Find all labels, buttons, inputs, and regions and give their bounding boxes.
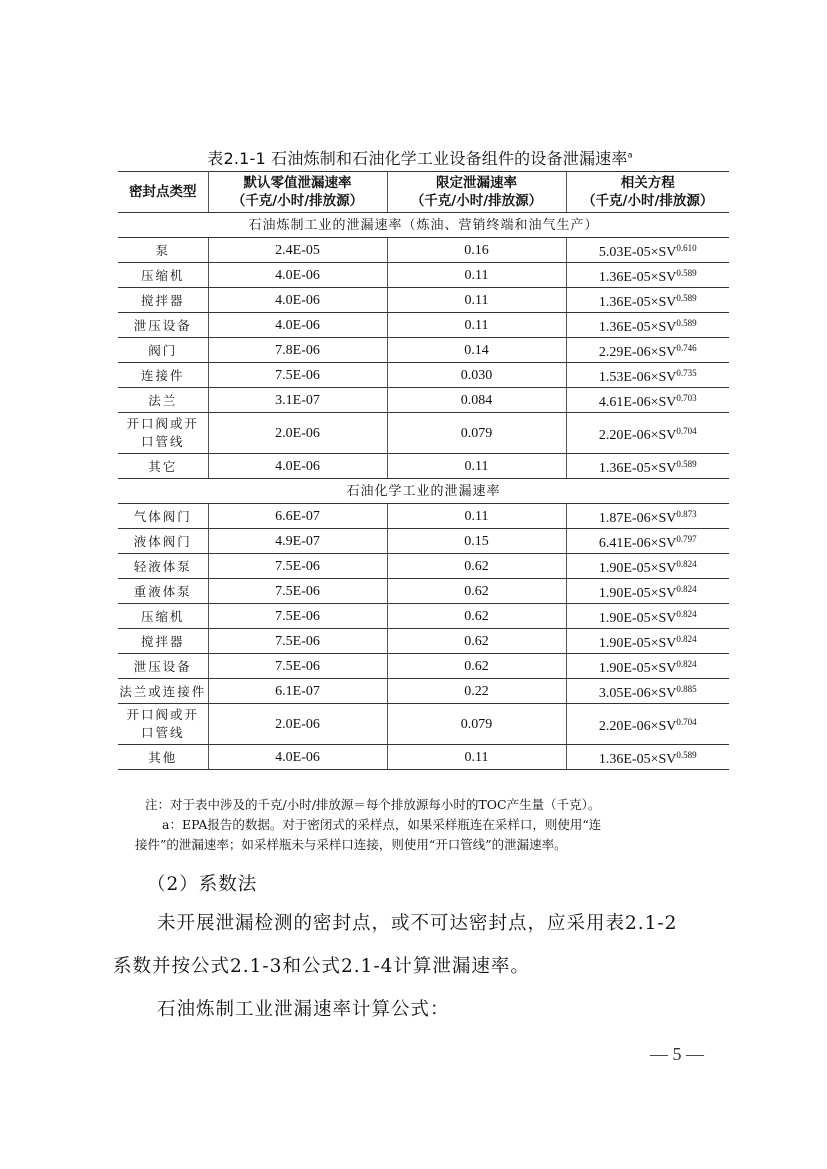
table-section-row (118, 213, 729, 238)
cell-seal-type: 搅拌器 (118, 288, 208, 313)
equation-base: 4.61E-06×SV (598, 394, 677, 410)
cell-seal-type: 法兰 (118, 388, 208, 413)
equation-base: 1.36E-05×SV (598, 751, 677, 767)
cell-correlation-equation (566, 704, 729, 745)
cell-default-zero-rate: 7.5E-06 (208, 579, 387, 604)
equation-exponent: 0.589 (676, 317, 697, 328)
paragraph-line-2: 系数并按公式2.1-3和公式2.1-4计算泄漏速率。 (113, 956, 530, 977)
cell-seal-type: 重液体泵 (118, 579, 208, 604)
equation-exponent: 0.824 (676, 558, 697, 569)
table-row (118, 604, 729, 629)
equation-base: 1.87E-06×SV (598, 510, 677, 526)
table-row (118, 629, 729, 654)
equation-exponent: 0.589 (676, 749, 697, 760)
equation-base: 1.36E-05×SV (598, 319, 677, 335)
equation-base: 5.03E-05×SV (598, 244, 677, 260)
cell-seal-type: 压缩机 (118, 263, 208, 288)
equation-exponent: 0.704 (676, 425, 697, 436)
equation-base: 1.36E-05×SV (598, 294, 677, 310)
cell-pegged-rate: 0.11 (387, 313, 566, 338)
equation-exponent: 0.610 (676, 242, 697, 253)
cell-default-zero-rate: 6.6E-07 (208, 504, 387, 529)
cell-seal-type: 开口阀或开 口管线 (118, 704, 208, 745)
table-row (118, 338, 729, 363)
cell-correlation-equation (566, 363, 729, 388)
cell-pegged-rate: 0.11 (387, 263, 566, 288)
equation-exponent: 0.873 (676, 508, 697, 519)
cell-pegged-rate: 0.16 (387, 238, 566, 263)
table-row (118, 413, 729, 454)
cell-correlation-equation (566, 288, 729, 313)
table-row (118, 504, 729, 529)
cell-default-zero-rate: 4.0E-06 (208, 288, 387, 313)
cell-seal-type: 压缩机 (118, 604, 208, 629)
cell-seal-type: 轻液体泵 (118, 554, 208, 579)
cell-seal-type: 连接件 (118, 363, 208, 388)
cell-pegged-rate: 0.62 (387, 654, 566, 679)
table-section-row (118, 479, 729, 504)
table-row (118, 704, 729, 745)
table-row (118, 288, 729, 313)
cell-correlation-equation (566, 413, 729, 454)
cell-seal-type: 泄压设备 (118, 654, 208, 679)
equation-exponent: 0.589 (676, 292, 697, 303)
cell-seal-type: 泄压设备 (118, 313, 208, 338)
equation-exponent: 0.589 (676, 267, 697, 278)
cell-default-zero-rate: 4.0E-06 (208, 313, 387, 338)
equation-base: 1.90E-05×SV (598, 660, 677, 676)
cell-seal-type: 液体阀门 (118, 529, 208, 554)
equation-exponent: 0.824 (676, 583, 697, 594)
cell-pegged-rate: 0.030 (387, 363, 566, 388)
equation-base: 1.53E-06×SV (598, 369, 677, 385)
table-row (118, 388, 729, 413)
equation-exponent: 0.704 (676, 716, 697, 727)
table-row (118, 313, 729, 338)
cell-correlation-equation (566, 529, 729, 554)
cell-correlation-equation (566, 454, 729, 479)
equation-base: 1.90E-05×SV (598, 610, 677, 626)
cell-pegged-rate: 0.11 (387, 288, 566, 313)
table-row (118, 263, 729, 288)
table-row (118, 363, 729, 388)
cell-default-zero-rate: 4.9E-07 (208, 529, 387, 554)
table-row (118, 454, 729, 479)
equation-exponent: 0.797 (676, 533, 697, 544)
cell-correlation-equation (566, 654, 729, 679)
section-title: 石油化学工业的泄漏速率 (118, 479, 729, 504)
cell-pegged-rate: 0.62 (387, 629, 566, 654)
header-default-zero-rate: 默认零值泄漏速率 （千克/小时/排放源） (208, 172, 387, 213)
table-row (118, 238, 729, 263)
cell-pegged-rate: 0.079 (387, 704, 566, 745)
cell-pegged-rate: 0.62 (387, 554, 566, 579)
cell-pegged-rate: 0.084 (387, 388, 566, 413)
cell-pegged-rate: 0.11 (387, 504, 566, 529)
cell-correlation-equation (566, 504, 729, 529)
cell-seal-type: 搅拌器 (118, 629, 208, 654)
cell-pegged-rate: 0.22 (387, 679, 566, 704)
cell-correlation-equation (566, 238, 729, 263)
table-caption-footnote-mark: a (627, 150, 633, 160)
equation-base: 1.36E-05×SV (598, 269, 677, 285)
cell-correlation-equation (566, 679, 729, 704)
paragraph-formula-intro: 石油炼制工业泄漏速率计算公式： (157, 999, 450, 1020)
equation-base: 1.90E-05×SV (598, 585, 677, 601)
table-note-units: 注：对于表中涉及的千克/小时/排放源＝每个排放源每小时的TOC产生量（千克）。 (145, 797, 601, 812)
equation-exponent: 0.824 (676, 633, 697, 644)
table-row (118, 554, 729, 579)
table-header-row (118, 172, 729, 213)
table-caption-title: 表2.1-1 石油炼制和石油化学工业设备组件的设备泄漏速率 (207, 149, 628, 168)
cell-default-zero-rate: 2.0E-06 (208, 413, 387, 454)
cell-default-zero-rate: 3.1E-07 (208, 388, 387, 413)
cell-default-zero-rate: 2.4E-05 (208, 238, 387, 263)
table-note-a-line2: 接件”的泄漏速率；如采样瓶未与采样口连接，则使用“开口管线”的泄漏速率。 (135, 837, 567, 852)
table-row (118, 679, 729, 704)
table-row (118, 745, 729, 770)
section-heading: （2）系数法 (147, 874, 258, 895)
cell-correlation-equation (566, 745, 729, 770)
cell-pegged-rate: 0.15 (387, 529, 566, 554)
table-note-a-line1: a：EPA报告的数据。对于密闭式的采样点，如果采样瓶连在采样口，则使用“连 (162, 817, 602, 832)
cell-seal-type: 其它 (118, 454, 208, 479)
cell-correlation-equation (566, 263, 729, 288)
cell-pegged-rate: 0.62 (387, 604, 566, 629)
equation-exponent: 0.589 (676, 458, 697, 469)
cell-default-zero-rate: 2.0E-06 (208, 704, 387, 745)
table-row (118, 529, 729, 554)
equation-base: 1.90E-05×SV (598, 635, 677, 651)
table-caption (110, 146, 730, 169)
header-correlation-equation: 相关方程 （千克/小时/排放源） (566, 172, 729, 213)
cell-default-zero-rate: 7.5E-06 (208, 363, 387, 388)
cell-default-zero-rate: 7.8E-06 (208, 338, 387, 363)
cell-seal-type: 阀门 (118, 338, 208, 363)
cell-seal-type: 开口阀或开 口管线 (118, 413, 208, 454)
cell-default-zero-rate: 7.5E-06 (208, 554, 387, 579)
cell-seal-type: 泵 (118, 238, 208, 263)
cell-pegged-rate: 0.11 (387, 454, 566, 479)
equation-exponent: 0.824 (676, 608, 697, 619)
equation-base: 3.05E-06×SV (598, 685, 677, 701)
header-pegged-rate: 限定泄漏速率 （千克/小时/排放源） (387, 172, 566, 213)
cell-default-zero-rate: 7.5E-06 (208, 629, 387, 654)
cell-correlation-equation (566, 604, 729, 629)
equation-base: 1.36E-05×SV (598, 460, 677, 476)
equation-base: 2.20E-06×SV (598, 718, 677, 734)
header-seal-type: 密封点类型 (118, 172, 208, 213)
cell-default-zero-rate: 7.5E-06 (208, 654, 387, 679)
cell-default-zero-rate: 6.1E-07 (208, 679, 387, 704)
table-row (118, 654, 729, 679)
equation-exponent: 0.703 (676, 392, 697, 403)
equation-exponent: 0.746 (676, 342, 697, 353)
cell-pegged-rate: 0.079 (387, 413, 566, 454)
cell-correlation-equation (566, 388, 729, 413)
page-number: — 5 — (650, 1044, 704, 1064)
cell-correlation-equation (566, 629, 729, 654)
equation-base: 1.90E-05×SV (598, 560, 677, 576)
equation-base: 6.41E-06×SV (598, 535, 677, 551)
cell-default-zero-rate: 7.5E-06 (208, 604, 387, 629)
cell-correlation-equation (566, 579, 729, 604)
equation-exponent: 0.885 (676, 683, 697, 694)
equation-exponent: 0.824 (676, 658, 697, 669)
cell-seal-type: 法兰或连接件 (118, 679, 208, 704)
cell-default-zero-rate: 4.0E-06 (208, 263, 387, 288)
cell-pegged-rate: 0.62 (387, 579, 566, 604)
cell-seal-type: 气体阀门 (118, 504, 208, 529)
equation-base: 2.29E-06×SV (598, 344, 677, 360)
cell-pegged-rate: 0.14 (387, 338, 566, 363)
equation-exponent: 0.735 (676, 367, 697, 378)
section-title: 石油炼制工业的泄漏速率（炼油、营销终端和油气生产） (118, 213, 729, 238)
cell-correlation-equation (566, 338, 729, 363)
cell-default-zero-rate: 4.0E-06 (208, 454, 387, 479)
table-row (118, 579, 729, 604)
paragraph-line-1: 未开展泄漏检测的密封点，或不可达密封点，应采用表2.1-2 (157, 913, 678, 934)
leak-rate-table (118, 171, 729, 770)
cell-default-zero-rate: 4.0E-06 (208, 745, 387, 770)
cell-correlation-equation (566, 313, 729, 338)
cell-correlation-equation (566, 554, 729, 579)
cell-pegged-rate: 0.11 (387, 745, 566, 770)
equation-base: 2.20E-06×SV (598, 427, 677, 443)
cell-seal-type: 其他 (118, 745, 208, 770)
